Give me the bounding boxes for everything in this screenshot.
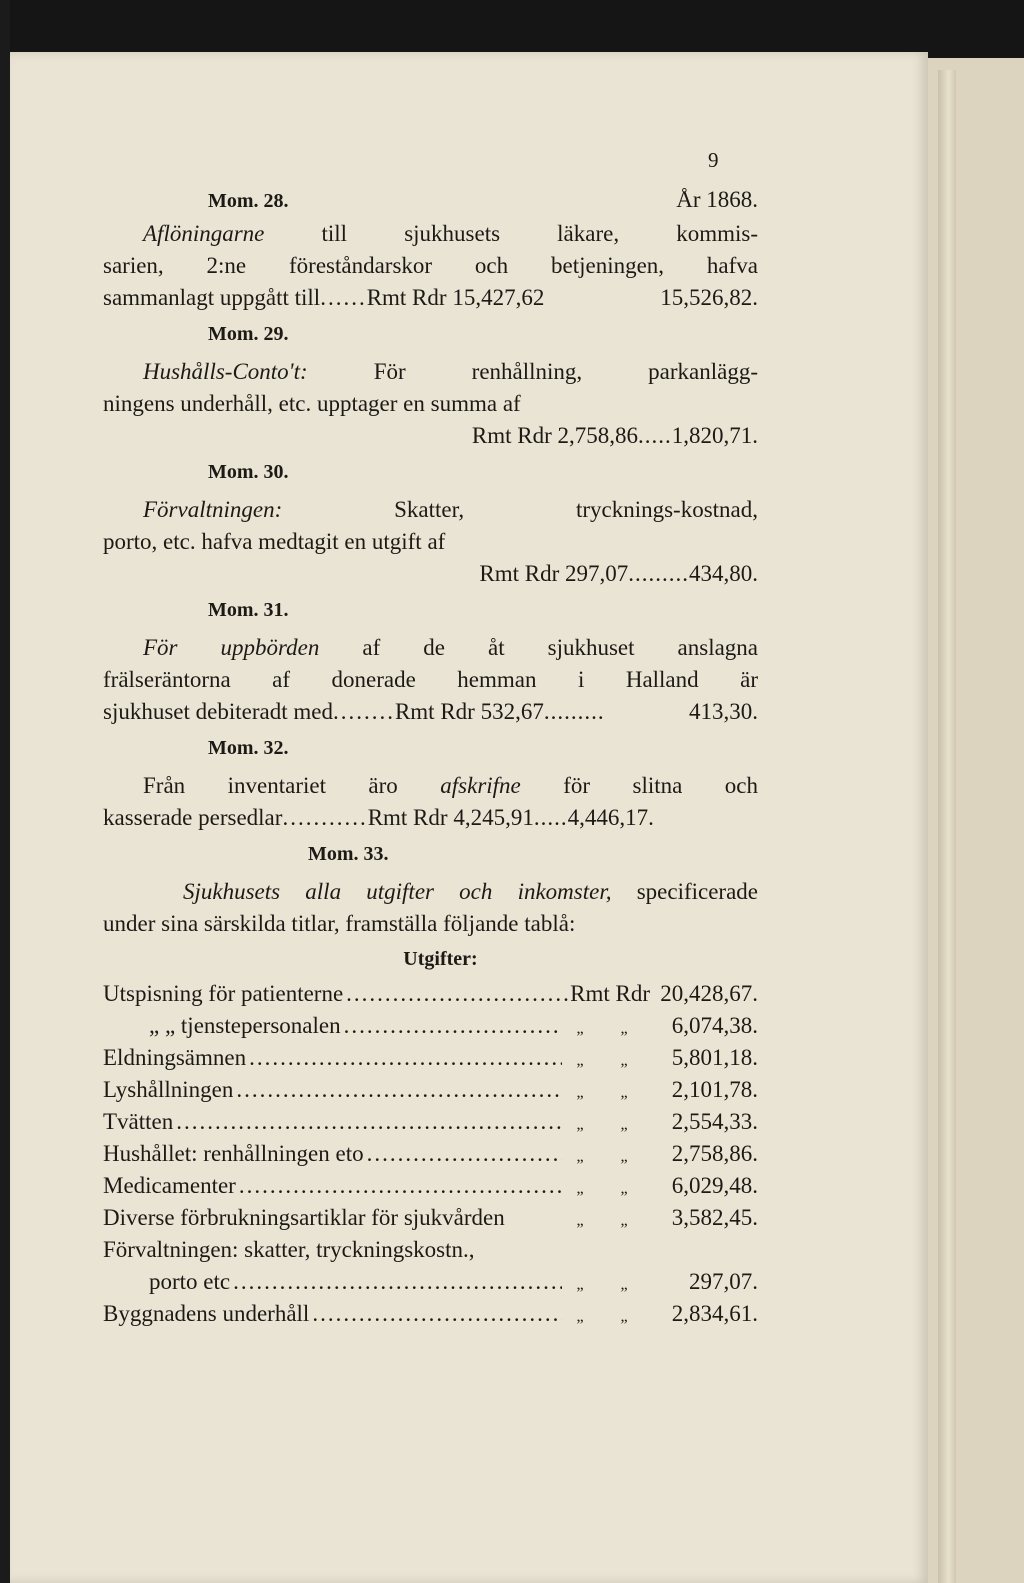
next-page-edge [920,58,1024,1583]
amount: 2,101,78. [671,1077,758,1102]
page-edge-strip [938,70,956,1583]
amount: 2,758,86. [671,1141,758,1166]
table-row: Lyshållningen ..... „ „ 2,101,78. [103,1074,758,1106]
mom30-heading: Mom. 30. [208,461,289,483]
table-row: Byggnadens underhåll ..... „ „ 2,834,61. [103,1298,758,1330]
amount: 3,582,45. [671,1205,758,1230]
mom28-heading-row [103,184,758,218]
table-row: Eldningsämnen ..... „ „ 5,801,18. [103,1042,758,1074]
page-number: 9 [708,148,719,172]
page-content [103,140,758,1330]
amount: 2,834,61. [671,1301,758,1326]
table-row: Förvaltningen: skatter, tryckningskostn., [103,1237,475,1262]
expense-table [103,978,758,1330]
mom29-line2: ningens underhåll, etc. upptager en summa af [103,391,521,416]
mom28-line1: Aflöningarne till sjukhusets läkare, kommis- [143,221,758,246]
utgifter-heading: Utgifter: [403,948,478,970]
amount: 6,074,38. [671,1013,758,1038]
mom30-line3: Rmt Rdr 297,07 ......... 434,80. [103,558,758,590]
mom29-heading: Mom. 29. [208,323,289,345]
mom32-line2: kasserade persedlar ........... Rmt Rdr 4,245,91 ..... 4,446,17. [103,802,758,834]
amount: 6,029,48. [671,1173,758,1198]
mom29-line1: Hushålls-Conto't: För renhållning, parkanlägg- [143,359,759,384]
mom30-line1: Förvaltningen: Skatter, trycknings-kostnad, [143,497,758,522]
mom32-line1: Från inventariet äro afskrifne för slitna och [143,773,759,798]
mom30-total: 434,80. [689,561,758,586]
table-row: „ „ tjenstepersonalen ..... „ „ 6,074,38. [103,1010,758,1042]
mom31-total: 413,30. [689,699,758,724]
mom29-line3: Rmt Rdr 2,758,86 ..... 1,820,71. [103,420,758,452]
table-row: Diverse förbrukningsartiklar för sjukvården „ „ 3,582,45. [103,1202,758,1234]
year-label: År 1868. [676,187,758,212]
table-row: porto etc ..... „ „ 297,07. [103,1266,758,1298]
mom33-line2: under sina särskilda titlar, framställa följande tablå: [103,911,576,936]
mom33-heading: Mom. 33. [308,843,389,865]
table-row: Hushållet: renhållningen eto ..... „ „ 2,758,86. [103,1138,758,1170]
amount: 297,07. [689,1269,758,1294]
amount: 20,428,67. [660,981,758,1006]
mom33-line1: Sjukhusets alla utgifter och inkomster, specificerade [183,879,759,904]
mom28-total: 15,526,82. [660,285,758,310]
amount: 5,801,18. [671,1045,758,1070]
table-row: Medicamenter ..... „ „ 6,029,48. [103,1170,758,1202]
mom28-line3: sammanlagt uppgått till ...... Rmt Rdr 15,427,62 15,526,82. [103,282,758,314]
mom32-total: 4,446,17. [567,805,654,830]
mom31-line2: frälseräntorna af donerade hemman i Halland är [103,667,758,692]
mom32-heading: Mom. 32. [208,737,289,759]
table-row: Tvätten ..... „ „ 2,554,33. [103,1106,758,1138]
mom31-line1: För uppbörden af de åt sjukhuset anslagna [143,635,759,660]
book-spine [0,0,10,1583]
mom29-total: 1,820,71. [671,423,758,448]
mom31-line3: sjukhuset debiteradt med ........ Rmt Rdr 532,67 ......... 413,30. [103,696,758,728]
mom28-heading: Mom. 28. [208,190,289,212]
mom31-heading: Mom. 31. [208,599,289,621]
mom28-line2: sarien, 2:ne föreståndarskor och betjeningen, hafva [103,253,758,278]
table-row: Utspisning för patienterne ..... Rmt Rdr 20,428,67. [103,978,758,1010]
amount: 2,554,33. [671,1109,758,1134]
mom30-line2: porto, etc. hafva medtagit en utgift af [103,529,446,554]
